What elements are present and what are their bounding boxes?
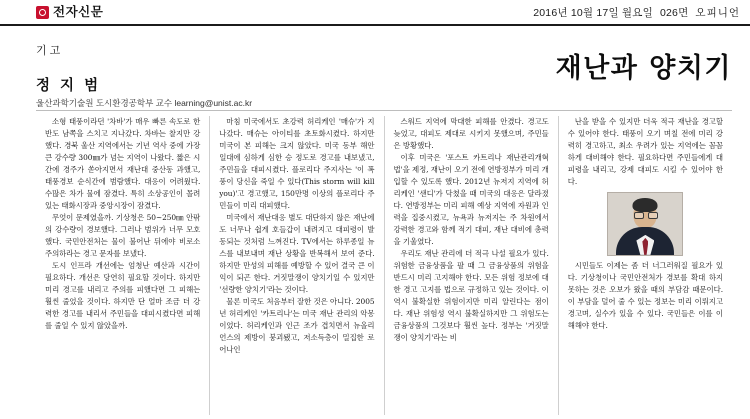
paragraph: 이후 미국은 '포스트 카트리나 재난관리개혁법'을 제정, 재난이 오기 전에 연방정부가 미리 개입할 수 있도록 했다. 2012년 뉴저지 지역에 허리케인 '샌디'가 닥쳤을 때 미국의 대응은 달라졌다. 연방정부는 미리 피해 예상 지역에 자원과 인력을 집중시켰고, 뉴욕과 뉴저지는 주 차원에서 강력한 경고와 함께 적기 대피, 재난 대비에 총력을 기울였다. — [393, 152, 549, 246]
paragraph: 물론 미국도 처음부터 잘한 것은 아니다. 2005년 허리케인 '카트리나'는 미국 재난 관리의 악몽이었다. 허리케인과 인근 조가 겹치면서 뉴올리언스의 제방이 붕괴됐고, 저소득층이 밀집한 로어나인 — [219, 296, 375, 354]
byline — [36, 74, 266, 109]
paragraph: 시민들도 이제는 좀 더 너그러워질 필요가 있다. 기상청이나 국민안전처가 경보를 확대 하지 못하는 것은 오보가 왔을 때의 부담감 때문이다. 이 부담을 덜어 줄 수 있는 정보는 미리 이뤄지고 경고며, 실수가 있을 수 있다. 국민들은 이를 이해해야 한다. — [567, 260, 723, 330]
paragraph: 도시 인프라 개선에는 엄청난 예산과 시간이 필요하다. 개선은 당연히 필요할 것이다. 하지만 미리 경고를 내리고 주의를 피했다면 그 피해는 훨씬 줄었을 것이다. 하지만 단 얼마 조금 더 강력한 경고를 내리서 주민들을 대피시켰다면 피해를 줄일 수 있지 않았을까. — [45, 260, 201, 330]
portrait-glasses-right — [648, 212, 658, 219]
article-body — [36, 116, 732, 415]
paragraph: 난을 받을 수 있지만 더욱 적극 재난을 경고할 수 있어야 한다. 태풍이 오기 며칠 전에 미리 강력히 경고하고, 최소 우려가 있는 지역에는 꼼꼼하게 대비해야 한다. 필요하다면 주민들에게 대피령을 내리고, 강제 대피도 시킬 수 있어야 한다. — [567, 117, 723, 186]
header-divider — [36, 110, 732, 111]
portrait-hair — [633, 198, 658, 212]
section-name: 오피니언 — [695, 6, 740, 19]
publication-date: 2016년 10월 17일 월요일 — [533, 6, 653, 19]
paragraph: 소형 태풍이라던 '차바'가 매우 빠른 속도로 한반도 남쪽을 스치고 지나갔다. 차바는 찰지만 강했다. 경북 울산 지역에서는 기년 역사 중에 가장 큰 강수량 300㎜가 넘는 지역이 나왔다. 짧은 시간에 경주가 쏟아지면서 재난대 중산동 과했고, 태풍경보 순식간에 범람했다. 대응이 어려웠다. 수많은 차가 물에 잠겼다. 특히 소상공인이 몰려 있는 태화시장과 중앙시장이 잠겼다. — [45, 117, 201, 210]
article-column-3 — [384, 116, 558, 415]
paragraph: 마침 미국에서도 초강력 허리케인 '매슈'가 지나갔다. 매슈는 아이티를 초토화시켰다. 하지만 미국이 본 피해는 크지 않았다. 미국 동부 해안 일대에 심하게 심한 승 정도로 경고를 내보냈고, 주민들을 대피시켰다. 플로리다 주지사는 '이 폭풍이 당신을 죽일 수 있다(This storm will kill you)'고 경고했고, 150만명 이상의 플로리다 주민들이 미리 대피했다. — [219, 117, 375, 210]
electronic-times-logo-icon — [36, 6, 49, 19]
brand-name: 전자신문 — [53, 4, 104, 19]
author-portrait-wrap — [568, 192, 723, 256]
author-portrait — [607, 192, 683, 256]
paragraph: 우리도 재난 관리에 더 적극 나설 필요가 있다. 위험한 금융상품을 팔 때 그 금융상품의 위험을 반드시 미리 고지해야 한다. 모든 위험 정보에 대한 경고 고지를 법으로 규정하고 있는 것이다. 이 역시 불확실한 위험이지만 미리 알린다는 점이다. 재난 위험성 역시 불확실하지만 그 위험도는 금융상품의 그것보다 훨씬 높다. 정부는 '거짓말쟁이 양치기'라는 비 — [393, 248, 549, 342]
article-column-4 — [558, 116, 732, 415]
author-name: 정 지 범 — [36, 78, 102, 94]
masthead — [0, 0, 750, 26]
paragraph: 무엇이 문제였을까. 기상청은 50~250㎜ 안팎의 강수량이 경보했다. 그러나 범위가 너무 모호했다. 국민안전처는 물이 불어난 뒤에야 비로소 주의하라는 경고 문자를 보냈다. — [45, 212, 201, 258]
paragraph: 미국에서 재난대응 별도 대단하지 않은 재난에도 너무나 쉽게 호들갑이 내려지고 대피령이 발동되는 것처럼 느껴진다. TV에서는 하루종일 뉴스를 내보내며 재난 상황을 반복해서 보여 준다. 하지만 만성의 피해를 예방할 수 있어 결국 큰 이익이 되곤 한다. 거짓말쟁이 양치기일 수 있지만 '선량한 양치기'라는 것이다. — [219, 212, 375, 294]
article-column-2 — [209, 116, 383, 415]
brand — [36, 6, 103, 19]
paragraph: 스워드 지역에 막대한 피해를 안겼다. 경고도 늦었고, 대피도 제대로 시키지 못했으며, 주민들은 방황했다. — [393, 117, 549, 150]
page-number: 026면 — [659, 6, 689, 19]
page-title: 재난과 양치기 — [555, 53, 732, 84]
article-kicker: 기고 — [36, 45, 64, 57]
portrait-glasses-left — [634, 212, 644, 219]
masthead-meta — [533, 5, 740, 20]
article-column-1 — [36, 116, 209, 415]
author-affiliation: 울산과학기술원 도시환경공학부 교수 learning@unist.ac.kr — [36, 98, 253, 108]
